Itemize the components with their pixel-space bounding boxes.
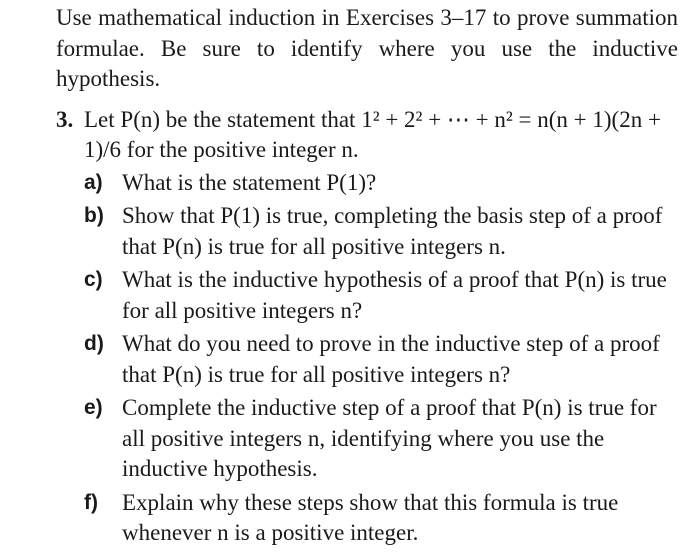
problem-number: 3.	[56, 106, 74, 132]
part-text: What do you need to prove in the inductive step of a proof that P(n) is true for all positive integers n?	[122, 331, 660, 387]
part-text: Complete the inductive step of a proof that P(n) is true for all positive integers n, identifying where you use the inductive hypothesis.	[122, 395, 657, 481]
exercise-instructions: Use mathematical induction in Exercises 3–17 to prove summation formulae. Be sure to identify where you use the inductive hypothesis.	[56, 5, 678, 91]
part-text: What is the inductive hypothesis of a proof that P(n) is true for all positive integers n?	[122, 267, 667, 323]
part-text: Explain why these steps show that this formula is true whenever n is a positive integer.	[122, 489, 619, 545]
part-label: d)	[84, 332, 104, 355]
part-d	[84, 329, 678, 390]
part-text: What is the statement P(1)?	[122, 169, 377, 195]
problem-parts-list	[84, 168, 678, 549]
part-label: e)	[84, 396, 103, 419]
problem-statement: Let P(n) be the statement that 1² + 2² + ⋯ + n² = n(n + 1)(2n + 1)/6 for the positive integer n.	[84, 106, 661, 162]
part-text: Show that P(1) is true, completing the basis step of a proof that P(n) is true for all positive integers n.	[122, 203, 663, 259]
part-label: c)	[84, 268, 103, 291]
part-e	[84, 393, 678, 485]
part-b	[84, 201, 678, 262]
problem-3	[56, 105, 678, 549]
part-label: f)	[84, 490, 98, 514]
part-a	[84, 168, 678, 199]
part-f	[84, 488, 678, 549]
part-c	[84, 265, 678, 326]
part-label: b)	[84, 204, 104, 227]
part-label: a)	[84, 170, 103, 194]
